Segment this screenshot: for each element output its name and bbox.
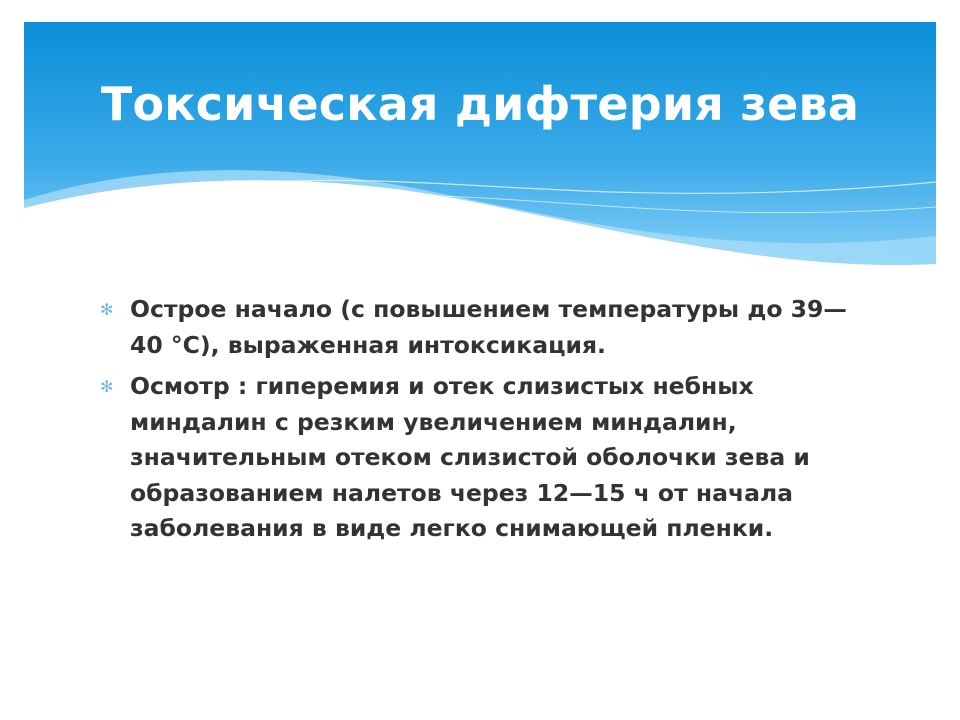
bullet-list [100,292,860,553]
list-item [100,369,860,547]
header-wave-banner [24,22,936,272]
bullet-text: Осмотр : гиперемия и отек слизистых небных миндалин с резким увеличением миндалин, значительным отеком слизистой оболочки зева и образованием налетов через 12—15 ч от начала заболевания в виде легко снимающей пленки. [130,372,810,542]
list-item [100,292,860,363]
bullet-text: Острое начало (с повышением температуры до 39—40 °С), выраженная интоксикация. [130,295,847,359]
asterisk-bullet-icon: ✻ [100,300,114,319]
asterisk-bullet-icon: ✻ [100,377,114,396]
slide-title: Токсическая дифтерия зева [100,77,860,131]
